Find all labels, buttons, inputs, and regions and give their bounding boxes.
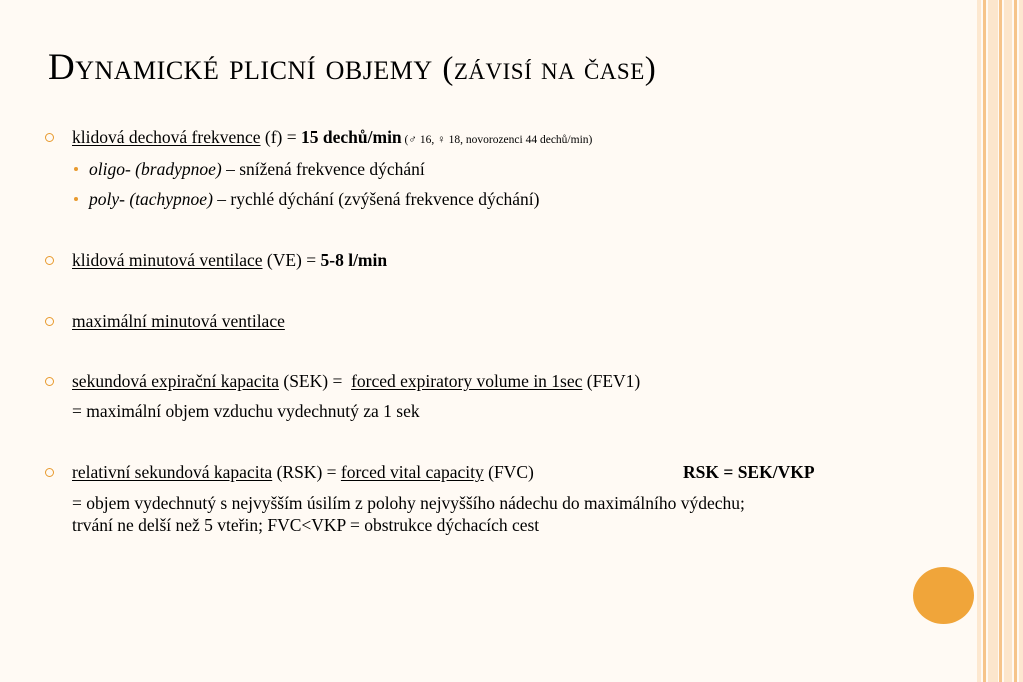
item-term: maximální minutová ventilace: [72, 311, 285, 331]
sub-bullet-icon: [74, 167, 78, 171]
stripe: [983, 0, 986, 682]
slide-title: [48, 46, 656, 89]
item-eng-abbr: (FVC): [483, 462, 534, 482]
item-term: klidová minutová ventilace: [72, 250, 263, 270]
item-english: forced expiratory volume in 1sec: [351, 371, 583, 391]
item-abbr: (RSK) =: [272, 462, 341, 482]
list-item: [72, 370, 640, 392]
item-formula: RSK = SEK/VKP: [683, 462, 815, 482]
item-description: trvání ne delší než 5 vteřin; FVC<VKP = obstrukce dýchacích cest: [72, 515, 540, 535]
list-item: [72, 461, 534, 483]
item-term: relativní sekundová kapacita: [72, 462, 273, 482]
bullet-icon: [45, 317, 54, 326]
stripe: [977, 0, 981, 682]
stripe: [988, 0, 998, 682]
item-eng-abbr: (FEV1): [582, 371, 641, 391]
item-description: = maximální objem vzduchu vydechnutý za 1 sek: [72, 401, 420, 421]
decorative-stripes: [977, 0, 1023, 682]
item-abbr: (SEK) =: [279, 371, 347, 391]
item-description: = objem vydechnutý s nejvyšším úsilím z polohy nejvyššího nádechu do maximálního výdechu;: [72, 493, 745, 513]
decorative-circle: [913, 567, 974, 624]
subitem-text: – snížená frekvence dýchání: [221, 159, 425, 179]
stripe: [1004, 0, 1012, 682]
stripe: [1019, 0, 1023, 682]
list-item: [72, 249, 387, 271]
bullet-icon: [45, 256, 54, 265]
bullet-icon: [45, 133, 54, 142]
sub-list-item: [89, 158, 425, 180]
stripe: [999, 0, 1002, 682]
item-value: 15 dechů/min: [301, 127, 402, 147]
item-term: sekundová expirační kapacita: [72, 371, 279, 391]
bullet-icon: [45, 468, 54, 477]
title-main: Dynamické plicní objemy: [48, 47, 433, 88]
sub-list-item: [89, 188, 539, 210]
item-value: 5-8 l/min: [320, 250, 388, 270]
list-item: [72, 310, 285, 332]
subitem-term: oligo- (bradypnoe): [89, 159, 222, 179]
list-item: [72, 126, 592, 151]
bullet-icon: [45, 377, 54, 386]
item-english: forced vital capacity: [340, 462, 484, 482]
item-note: (♂ 16, ♀ 18, novorozenci 44 dechů/min): [401, 134, 593, 146]
stripe: [1014, 0, 1017, 682]
sub-bullet-icon: [74, 197, 78, 201]
subitem-text: – rychlé dýchání (zvýšená frekvence dýchání): [212, 189, 540, 209]
title-sub: (závisí na čase): [442, 51, 657, 87]
item-abbr: (f) =: [260, 127, 302, 147]
item-term: klidová dechová frekvence: [72, 127, 261, 147]
subitem-term: poly- (tachypnoe): [89, 189, 213, 209]
item-abbr: (VE) =: [262, 250, 321, 270]
